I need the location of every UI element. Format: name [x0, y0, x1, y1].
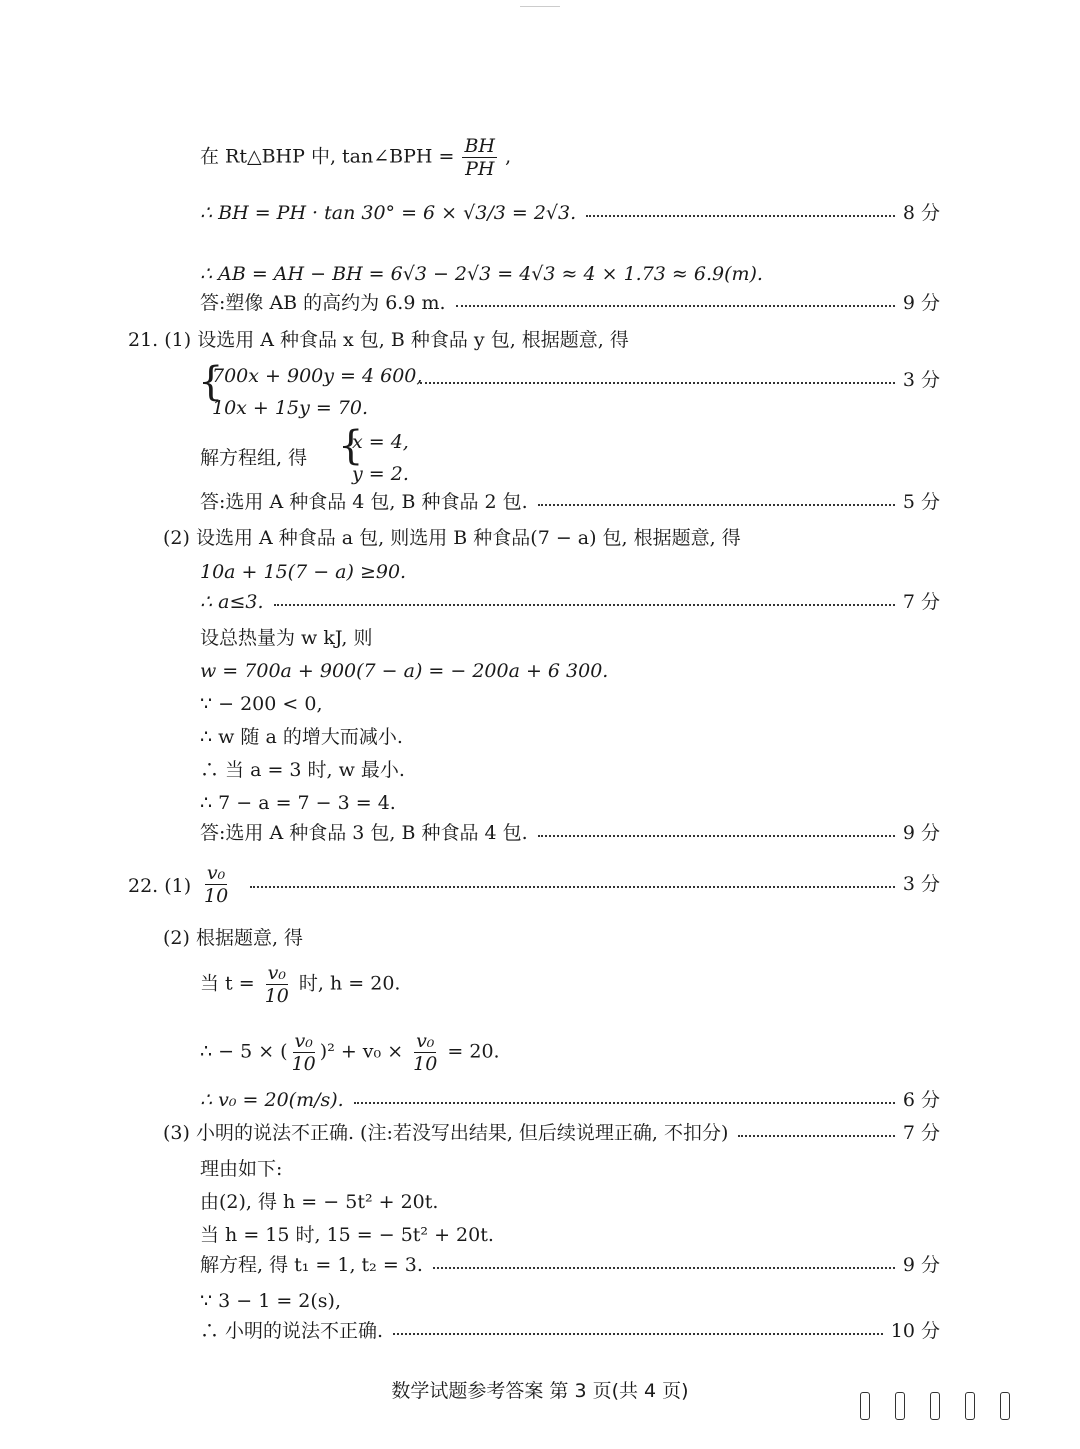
q21-part2-setup: (2) 设选用 A 种食品 a 包, 则选用 B 种食品(7 − a) 包, 根据题意, 得 — [163, 527, 741, 549]
line-tan-text: 在 Rt△BHP 中, tan∠BPH = — [200, 145, 461, 168]
answer-height-text: 答:塑像 AB 的高约为 6.9 m. — [200, 292, 446, 314]
fraction-numerator: BH — [464, 135, 496, 157]
q22-conclusion-text: ∴ 小明的说法不正确. — [200, 1320, 384, 1342]
fraction-denominator: 10 — [413, 1053, 438, 1075]
score-leader-dots — [738, 1135, 894, 1137]
score-leader-dots — [456, 305, 895, 307]
equation-text-c: = 20. — [441, 1040, 500, 1063]
q21-decreasing: ∴ w 随 a 的增大而减小. — [200, 726, 403, 748]
fraction-denominator: 10 — [204, 885, 229, 907]
score-leader-dots — [538, 835, 895, 837]
line-answer-height — [200, 285, 940, 315]
fraction-denominator: 10 — [291, 1053, 316, 1075]
solution-brace: { — [338, 423, 364, 469]
fraction-bh-ph — [462, 135, 497, 180]
q22-part1-score-row — [250, 866, 940, 896]
system-brace: { — [198, 359, 224, 405]
score-label: 9 分 — [902, 1254, 940, 1276]
equation-text-a: ∴ − 5 × ( — [200, 1040, 288, 1063]
fraction-numerator: v₀ — [267, 962, 286, 984]
q21-part2-result-text: ∴ a≤3. — [200, 591, 264, 613]
q21-part2-result-row — [200, 584, 940, 614]
page-edge-mark — [520, 6, 560, 15]
q22-solve-text: 解方程, 得 t₁ = 1, t₂ = 3. — [200, 1254, 423, 1276]
score-label: 7 分 — [902, 591, 940, 613]
fraction-denominator: 10 — [264, 985, 289, 1007]
corner-mark-icon — [895, 1392, 905, 1420]
score-label: 3 分 — [902, 873, 940, 895]
q21-since-negative: ∵ − 200 < 0, — [200, 693, 323, 715]
q22-conclusion-row — [200, 1313, 940, 1343]
line-tan-tail: , — [505, 145, 512, 168]
score-leader-dots — [586, 215, 895, 217]
score-label: 3 分 — [902, 369, 940, 391]
corner-mark-icon — [1000, 1392, 1010, 1420]
q21-answer2-text: 答:选用 A 种食品 3 包, B 种食品 4 包. — [200, 822, 528, 844]
q21-b-count: ∴ 7 − a = 7 − 3 = 4. — [200, 792, 396, 814]
fraction-numerator: v₀ — [416, 1030, 435, 1052]
q21-total-heat-eq: w = 700a + 900(7 − a) = − 200a + 6 300. — [200, 660, 609, 682]
q22-reason-label: 理由如下: — [200, 1158, 283, 1180]
q22-time-diff: ∵ 3 − 1 = 2(s), — [200, 1290, 342, 1312]
score-label: 9 分 — [902, 822, 940, 844]
when-text-b: 时, h = 20. — [292, 972, 401, 995]
score-leader-dots — [433, 1267, 895, 1269]
q21-solve-label: 解方程组, 得 — [200, 447, 308, 469]
score-leader-dots — [274, 604, 895, 606]
q22-part3-row — [163, 1115, 940, 1145]
equation-text-b: )² + v₀ × — [319, 1040, 410, 1063]
score-leader-dots — [250, 886, 895, 888]
line-tan-relation — [200, 135, 511, 180]
q22-when-h15: 当 h = 15 时, 15 = − 5t² + 20t. — [200, 1224, 494, 1246]
line-bh-value — [200, 195, 940, 225]
fraction-numerator: v₀ — [294, 1030, 313, 1052]
q21-answer2-row — [200, 815, 940, 845]
score-leader-dots — [420, 382, 895, 384]
score-label: 8 分 — [902, 202, 940, 224]
q21-solution-y: y = 2. — [352, 463, 409, 485]
corner-mark-icon — [930, 1392, 940, 1420]
when-text-a: 当 t = — [200, 972, 261, 995]
q22-part2-when — [200, 962, 400, 1007]
score-leader-dots — [538, 504, 895, 506]
q22-solve-row — [200, 1247, 940, 1277]
q21-total-heat-def: 设总热量为 w kJ, 则 — [200, 627, 373, 649]
q21-answer1-text: 答:选用 A 种食品 4 包, B 种食品 2 包. — [200, 491, 528, 513]
q21-answer1-row — [200, 484, 940, 514]
q21-minimum: ∴ 当 a = 3 时, w 最小. — [200, 759, 405, 781]
q21-part2-inequality: 10a + 15(7 − a) ≥90. — [200, 561, 407, 583]
q22-v0-text: ∴ v₀ = 20(m/s). — [200, 1089, 344, 1111]
score-label: 5 分 — [902, 491, 940, 513]
line-ab-value: ∴ AB = AH − BH = 6√3 − 2√3 = 4√3 ≈ 4 × 1.73 ≈ 6.9(m). — [200, 263, 763, 285]
q22-part1-label: 22. (1) — [128, 875, 192, 897]
corner-mark-icon — [860, 1392, 870, 1420]
score-label: 6 分 — [902, 1089, 940, 1111]
q22-part2-equation — [200, 1030, 500, 1075]
score-label: 7 分 — [902, 1122, 940, 1144]
q22-v0-row — [200, 1082, 940, 1112]
q21-solution-x: x = 4, — [352, 431, 409, 453]
fraction-numerator: v₀ — [206, 862, 226, 884]
page-footer: 数学试题参考答案 第 3 页(共 4 页) — [391, 1380, 689, 1402]
q22-part1-fraction — [200, 862, 232, 907]
score-leader-dots — [354, 1102, 895, 1104]
corner-mark-icon — [965, 1392, 975, 1420]
q21-equation-2: 10x + 15y = 70. — [212, 397, 369, 419]
fraction-denominator: PH — [465, 158, 495, 180]
q21-equation-1: 700x + 900y = 4 600, — [212, 365, 423, 387]
score-label: 9 分 — [902, 292, 940, 314]
q21-part1-setup: 21. (1) 设选用 A 种食品 x 包, B 种食品 y 包, 根据题意, 得 — [128, 329, 629, 351]
q22-part3-text: (3) 小明的说法不正确. (注:若没写出结果, 但后续说理正确, 不扣分) — [163, 1122, 729, 1144]
score-label: 10 分 — [890, 1320, 940, 1342]
q22-part2-setup: (2) 根据题意, 得 — [163, 927, 304, 949]
q21-equation-score-row — [420, 362, 940, 392]
score-leader-dots — [393, 1333, 883, 1335]
line-bh-text: ∴ BH = PH · tan 30° = 6 × √3/3 = 2√3. — [200, 202, 577, 224]
q22-from-part2: 由(2), 得 h = − 5t² + 20t. — [200, 1191, 439, 1213]
